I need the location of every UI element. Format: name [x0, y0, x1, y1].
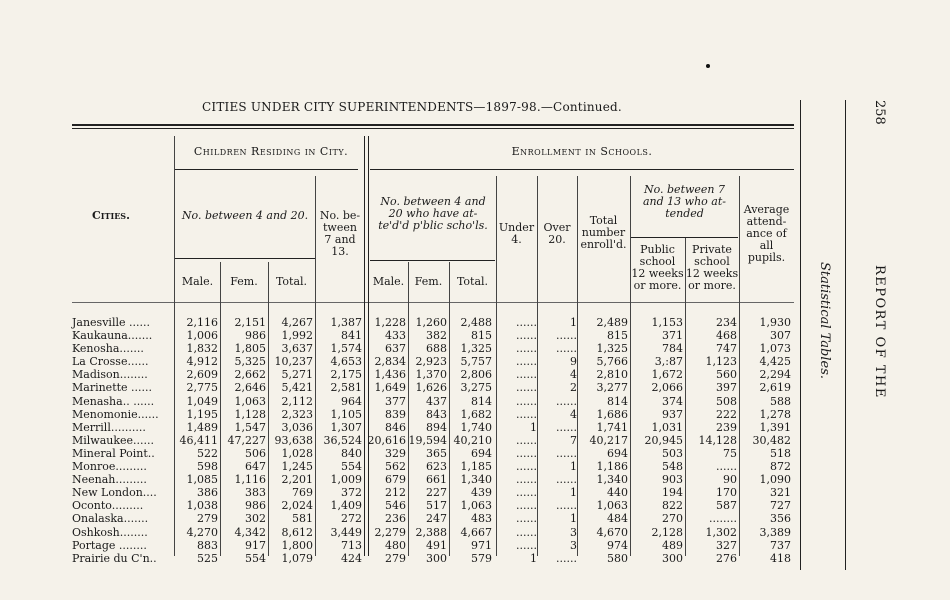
header-male-attended: Male. — [372, 275, 405, 288]
header-total-enrolled: Total number enroll'd. — [580, 214, 627, 251]
city-name: Marinette ...... — [72, 381, 153, 395]
header-fem: Fem. — [230, 275, 258, 288]
cell-m: 4,912 — [186, 355, 218, 369]
cell-at: 40,210 — [453, 433, 492, 447]
cell-b713: 272 — [341, 512, 362, 526]
city-name: Oconto......... — [72, 499, 144, 513]
cell-avg: 4,425 — [759, 355, 791, 369]
cell-b713: 424 — [341, 551, 362, 565]
cell-pub: 371 — [662, 329, 683, 343]
cell-b713: 840 — [341, 446, 362, 460]
cell-t: 2,323 — [281, 407, 313, 421]
cell-m: 1,489 — [186, 420, 218, 434]
header-cities: Cities. — [92, 209, 130, 222]
cell-af: 2,923 — [415, 355, 447, 369]
ink-speck — [706, 64, 710, 68]
cell-avg: 872 — [770, 460, 791, 474]
cell-te: 2,810 — [596, 368, 628, 382]
cell-pub: 2,066 — [651, 381, 683, 395]
cell-te: 5,766 — [596, 355, 628, 369]
cell-pri: 508 — [716, 394, 737, 408]
cell-te: 2,489 — [596, 316, 628, 329]
city-name: Menasha.. ...... — [72, 394, 155, 408]
cell-f: 986 — [245, 329, 266, 343]
cell-at: 1,740 — [460, 420, 492, 434]
cell-u4: 1 — [530, 420, 537, 434]
cell-at: 4,667 — [460, 525, 492, 539]
cell-af: 247 — [426, 512, 447, 526]
cell-b713: 554 — [341, 460, 362, 474]
cell-m: 2,116 — [186, 316, 218, 329]
cell-avg: 321 — [770, 486, 791, 500]
city-name: Oshkosh........ — [72, 525, 148, 539]
cell-u4: ...... — [516, 433, 537, 447]
cell-pri: 170 — [716, 486, 737, 500]
header-male: Male. — [181, 275, 214, 288]
city-name: Janesville ...... — [72, 316, 150, 329]
cell-m: 883 — [197, 538, 218, 552]
cell-pub: 270 — [662, 512, 683, 526]
cell-m: 1,832 — [186, 342, 218, 356]
cell-pri: 587 — [716, 499, 737, 513]
cell-avg: 737 — [770, 538, 791, 552]
cell-avg: 307 — [770, 329, 791, 343]
cell-am: 839 — [385, 407, 406, 421]
cell-at: 1,682 — [460, 407, 492, 421]
cell-o20: ...... — [556, 551, 577, 565]
cell-m: 522 — [197, 446, 218, 460]
cell-b713: 1,307 — [330, 420, 362, 434]
cell-f: 917 — [245, 538, 266, 552]
cell-at: 439 — [471, 486, 492, 500]
cell-m: 2,609 — [186, 368, 218, 382]
city-name: Mineral Point.. — [72, 446, 155, 460]
page-number: 258 — [872, 100, 887, 125]
cell-t: 2,201 — [281, 473, 313, 487]
cell-avg: 356 — [770, 512, 791, 526]
cell-am: 1,649 — [374, 381, 406, 395]
cell-o20: 1 — [570, 316, 577, 329]
cell-pri: 276 — [716, 551, 737, 565]
cell-t: 3,637 — [281, 342, 313, 356]
cell-u4: ...... — [516, 525, 537, 539]
cell-avg: 727 — [770, 499, 791, 513]
header-public-school: Public school 12 weeks or more. — [631, 243, 684, 292]
cell-b713: 1,105 — [330, 407, 362, 421]
cell-te: 40,217 — [589, 433, 628, 447]
cell-avg: 1,278 — [759, 407, 791, 421]
cell-u4: ...... — [516, 329, 537, 343]
cell-o20: ...... — [556, 499, 577, 513]
cell-am: 562 — [385, 460, 406, 474]
city-name: Monroe......... — [72, 460, 147, 474]
cell-f: 383 — [245, 486, 266, 500]
cell-at: 2,488 — [460, 316, 492, 329]
cell-pub: 784 — [662, 342, 683, 356]
cell-af: 19,594 — [408, 433, 447, 447]
cell-m: 46,411 — [179, 433, 218, 447]
city-name: Onalaska....... — [72, 512, 149, 526]
cell-m: 1,006 — [186, 329, 218, 343]
cell-t: 1,079 — [281, 551, 313, 565]
cell-te: 694 — [607, 446, 628, 460]
cell-m: 386 — [197, 486, 218, 500]
city-name: Kaukauna....... — [72, 329, 153, 343]
header-total-attended: Total. — [456, 275, 489, 288]
city-name: Milwaukee...... — [72, 433, 155, 447]
cell-b713: 713 — [341, 538, 362, 552]
cell-u4: ...... — [516, 407, 537, 421]
city-name: La Crosse...... — [72, 355, 149, 369]
cell-af: 1,626 — [415, 381, 447, 395]
cell-u4: ...... — [516, 368, 537, 382]
cell-pri: ........ — [709, 512, 737, 526]
city-name: New London.... — [72, 486, 157, 500]
cell-b713: 3,449 — [330, 525, 362, 539]
header-over-20: Over 20. — [543, 221, 571, 246]
cell-pub: 374 — [662, 394, 683, 408]
cell-pri: ...... — [716, 460, 737, 474]
cell-af: 623 — [426, 460, 447, 474]
cell-af: 843 — [426, 407, 447, 421]
cell-t: 2,112 — [281, 394, 313, 408]
cell-pub: 503 — [662, 446, 683, 460]
cell-pub: 2,128 — [651, 525, 683, 539]
city-name: Merrill.......... — [72, 420, 146, 434]
cell-am: 433 — [385, 329, 406, 343]
cell-af: 517 — [426, 499, 447, 513]
cell-avg: 588 — [770, 394, 791, 408]
cell-b713: 1,409 — [330, 499, 362, 513]
cell-pri: 747 — [716, 342, 737, 356]
group-rule-left — [175, 169, 358, 170]
cell-pri: 239 — [716, 420, 737, 434]
cell-o20: 7 — [570, 433, 577, 447]
cell-o20: 1 — [570, 486, 577, 500]
margin-rule-2 — [845, 100, 846, 570]
cell-u4: ...... — [516, 394, 537, 408]
cell-o20: 3 — [570, 525, 577, 539]
cell-te: 580 — [607, 551, 628, 565]
cell-u4: ...... — [516, 381, 537, 395]
cell-avg: 30,482 — [752, 433, 791, 447]
cell-o20: 4 — [570, 368, 577, 382]
cell-am: 236 — [385, 512, 406, 526]
group-rule-right — [370, 169, 794, 170]
cell-am: 679 — [385, 473, 406, 487]
cell-avg: 2,619 — [759, 381, 791, 395]
cell-avg: 518 — [770, 446, 791, 460]
cell-at: 814 — [471, 394, 492, 408]
cell-o20: ...... — [556, 329, 577, 343]
cell-b713: 964 — [341, 394, 362, 408]
cell-o20: 1 — [570, 460, 577, 474]
cell-pri: 90 — [723, 473, 737, 487]
cell-f: 302 — [245, 512, 266, 526]
header-between-7-13-attended: No. between 7 and 13 who at- tended — [643, 183, 726, 220]
cell-u4: 1 — [530, 551, 537, 565]
cell-b713: 2,581 — [330, 381, 362, 395]
cell-am: 1,436 — [374, 368, 406, 382]
cell-u4: ...... — [516, 342, 537, 356]
cell-at: 483 — [471, 512, 492, 526]
cell-te: 1,186 — [596, 460, 628, 474]
cell-o20: 9 — [570, 355, 577, 369]
cell-f: 5,325 — [234, 355, 266, 369]
cell-o20: ...... — [556, 420, 577, 434]
cell-t: 93,638 — [274, 433, 313, 447]
cell-pub: 548 — [662, 460, 683, 474]
cell-t: 5,271 — [281, 368, 313, 382]
cell-am: 2,834 — [374, 355, 406, 369]
cell-f: 506 — [245, 446, 266, 460]
cell-at: 1,340 — [460, 473, 492, 487]
city-name: Kenosha....... — [72, 342, 144, 356]
header-private-school: Private school 12 weeks or more. — [685, 243, 739, 292]
cell-t: 1,028 — [281, 446, 313, 460]
cell-m: 1,049 — [186, 394, 218, 408]
cell-t: 2,024 — [281, 499, 313, 513]
cell-m: 279 — [197, 512, 218, 526]
cell-at: 1,325 — [460, 342, 492, 356]
cell-avg: 2,294 — [759, 368, 791, 382]
cell-at: 694 — [471, 446, 492, 460]
cell-at: 3,275 — [460, 381, 492, 395]
cell-am: 480 — [385, 538, 406, 552]
cell-t: 10,237 — [274, 355, 313, 369]
header-fem-attended: Fem. — [414, 275, 443, 288]
cell-o20: ...... — [556, 446, 577, 460]
cell-t: 1,992 — [281, 329, 313, 343]
cell-b713: 1,574 — [330, 342, 362, 356]
cell-u4: ...... — [516, 460, 537, 474]
cell-af: 227 — [426, 486, 447, 500]
cell-u4: ...... — [516, 499, 537, 513]
cell-af: 894 — [426, 420, 447, 434]
cell-am: 20,616 — [367, 433, 406, 447]
cell-te: 1,340 — [596, 473, 628, 487]
cell-t: 581 — [292, 512, 313, 526]
cell-af: 491 — [426, 538, 447, 552]
cell-u4: ...... — [516, 538, 537, 552]
city-name: Portage ........ — [72, 538, 147, 552]
top-rule — [72, 124, 794, 126]
cell-f: 1,063 — [234, 394, 266, 408]
cell-at: 579 — [471, 551, 492, 565]
cell-pri: 560 — [716, 368, 737, 382]
cell-te: 1,063 — [596, 499, 628, 513]
cell-b713: 2,175 — [330, 368, 362, 382]
cell-f: 647 — [245, 460, 266, 474]
cell-o20: 3 — [570, 538, 577, 552]
cell-f: 2,662 — [234, 368, 266, 382]
cell-te: 440 — [607, 486, 628, 500]
header-between-7-13: No. be- tween 7 and 13. — [319, 209, 361, 258]
cell-f: 2,151 — [234, 316, 266, 329]
header-average-attendance: Average attend- ance of all pupils. — [743, 203, 790, 264]
side-title: Statistical Tables. — [817, 262, 832, 380]
cell-am: 329 — [385, 446, 406, 460]
sub-rule-right — [630, 237, 738, 238]
cell-pri: 1,123 — [705, 355, 737, 369]
cell-o20: 4 — [570, 407, 577, 421]
cell-u4: ...... — [516, 316, 537, 329]
cell-u4: ...... — [516, 446, 537, 460]
cell-pub: 300 — [662, 551, 683, 565]
cell-f: 47,227 — [227, 433, 266, 447]
cell-pub: 937 — [662, 407, 683, 421]
cell-at: 815 — [471, 329, 492, 343]
cell-am: 1,228 — [374, 316, 406, 329]
cell-pub: 1,031 — [651, 420, 683, 434]
cell-m: 4,270 — [186, 525, 218, 539]
header-between-4-20: No. between 4 and 20. — [181, 209, 309, 222]
cell-f: 2,646 — [234, 381, 266, 395]
cell-af: 661 — [426, 473, 447, 487]
cell-te: 1,686 — [596, 407, 628, 421]
cell-pri: 468 — [716, 329, 737, 343]
cell-o20: ...... — [556, 342, 577, 356]
cell-pub: 822 — [662, 499, 683, 513]
cell-b713: 36,524 — [323, 433, 362, 447]
cell-at: 1,063 — [460, 499, 492, 513]
cell-te: 3,277 — [596, 381, 628, 395]
cell-pri: 327 — [716, 538, 737, 552]
cell-at: 1,185 — [460, 460, 492, 474]
cell-m: 2,775 — [186, 381, 218, 395]
cell-o20: ...... — [556, 473, 577, 487]
cell-te: 1,741 — [596, 420, 628, 434]
cell-m: 1,038 — [186, 499, 218, 513]
cell-pri: 234 — [716, 316, 737, 329]
cell-u4: ...... — [516, 486, 537, 500]
city-name: Neenah......... — [72, 473, 147, 487]
cell-af: 300 — [426, 551, 447, 565]
cell-u4: ...... — [516, 473, 537, 487]
cell-af: 437 — [426, 394, 447, 408]
cell-am: 637 — [385, 342, 406, 356]
cell-f: 986 — [245, 499, 266, 513]
cell-te: 1,325 — [596, 342, 628, 356]
cell-te: 4,670 — [596, 525, 628, 539]
sub-rule-mid — [370, 260, 495, 261]
cell-avg: 1,391 — [759, 420, 791, 434]
cell-pub: 194 — [662, 486, 683, 500]
cell-o20: ...... — [556, 394, 577, 408]
cell-f: 554 — [245, 551, 266, 565]
cell-avg: 1,090 — [759, 473, 791, 487]
cell-avg: 3,389 — [759, 525, 791, 539]
cell-u4: ...... — [516, 355, 537, 369]
top-rule-thin — [72, 128, 794, 129]
cell-avg: 1,073 — [759, 342, 791, 356]
cell-te: 484 — [607, 512, 628, 526]
cell-u4: ...... — [516, 512, 537, 526]
cell-b713: 1,009 — [330, 473, 362, 487]
header-attended-public: No. between 4 and 20 who have at- te'd'd p'blic scho'ls. — [378, 195, 488, 232]
sub-rule-left — [175, 258, 315, 259]
cell-af: 365 — [426, 446, 447, 460]
cell-m: 1,085 — [186, 473, 218, 487]
cell-pri: 222 — [716, 407, 737, 421]
cell-am: 846 — [385, 420, 406, 434]
running-title: REPORT OF THE — [872, 265, 887, 399]
cell-am: 2,279 — [374, 525, 406, 539]
cell-t: 5,421 — [281, 381, 313, 395]
cell-f: 1,128 — [234, 407, 266, 421]
cell-at: 2,806 — [460, 368, 492, 382]
cell-pub: 489 — [662, 538, 683, 552]
cell-te: 815 — [607, 329, 628, 343]
cell-te: 974 — [607, 538, 628, 552]
cell-am: 279 — [385, 551, 406, 565]
cell-b713: 372 — [341, 486, 362, 500]
cell-te: 814 — [607, 394, 628, 408]
cell-b713: 1,387 — [330, 316, 362, 329]
cell-pub: 3,:87 — [654, 355, 683, 369]
cell-pri: 14,128 — [698, 433, 737, 447]
cell-am: 212 — [385, 486, 406, 500]
cell-m: 525 — [197, 551, 218, 565]
cell-am: 546 — [385, 499, 406, 513]
cell-t: 3,036 — [281, 420, 313, 434]
cell-pri: 75 — [723, 446, 737, 460]
cell-pub: 1,153 — [651, 316, 683, 329]
cell-b713: 4,653 — [330, 355, 362, 369]
cell-f: 1,805 — [234, 342, 266, 356]
cell-t: 4,267 — [281, 316, 313, 329]
city-name: Prairie du C'n.. — [72, 551, 157, 565]
header-children-residing: Children Residing in City. — [193, 145, 349, 158]
header-total: Total. — [275, 275, 308, 288]
cell-t: 1,800 — [281, 538, 313, 552]
cell-f: 4,342 — [234, 525, 266, 539]
cell-m: 598 — [197, 460, 218, 474]
cell-pri: 1,302 — [705, 525, 737, 539]
cell-pub: 20,945 — [644, 433, 683, 447]
city-name: Madison........ — [72, 368, 148, 382]
cell-pub: 1,672 — [651, 368, 683, 382]
margin-rule-1 — [800, 100, 801, 570]
cell-o20: 1 — [570, 512, 577, 526]
cell-f: 1,116 — [234, 473, 266, 487]
cell-af: 1,260 — [415, 316, 447, 329]
cell-t: 1,245 — [281, 460, 313, 474]
cell-o20: 2 — [570, 381, 577, 395]
city-name: Menomonie...... — [72, 407, 159, 421]
cell-m: 1,195 — [186, 407, 218, 421]
cell-avg: 418 — [770, 551, 791, 565]
table-title: CITIES UNDER CITY SUPERINTENDENTS—1897-98.—Continued. — [202, 100, 622, 114]
cell-t: 8,612 — [281, 525, 313, 539]
cell-af: 2,388 — [415, 525, 447, 539]
cell-af: 1,370 — [415, 368, 447, 382]
header-enrollment: Enrollment in Schools. — [511, 145, 653, 158]
cell-af: 688 — [426, 342, 447, 356]
cell-avg: 1,930 — [759, 316, 791, 329]
cell-t: 769 — [292, 486, 313, 500]
cell-af: 382 — [426, 329, 447, 343]
cell-at: 5,757 — [460, 355, 492, 369]
cell-am: 377 — [385, 394, 406, 408]
cell-b713: 841 — [341, 329, 362, 343]
header-under-4: Under 4. — [498, 221, 535, 246]
cell-pri: 397 — [716, 381, 737, 395]
cell-f: 1,547 — [234, 420, 266, 434]
cell-at: 971 — [471, 538, 492, 552]
cell-pub: 903 — [662, 473, 683, 487]
